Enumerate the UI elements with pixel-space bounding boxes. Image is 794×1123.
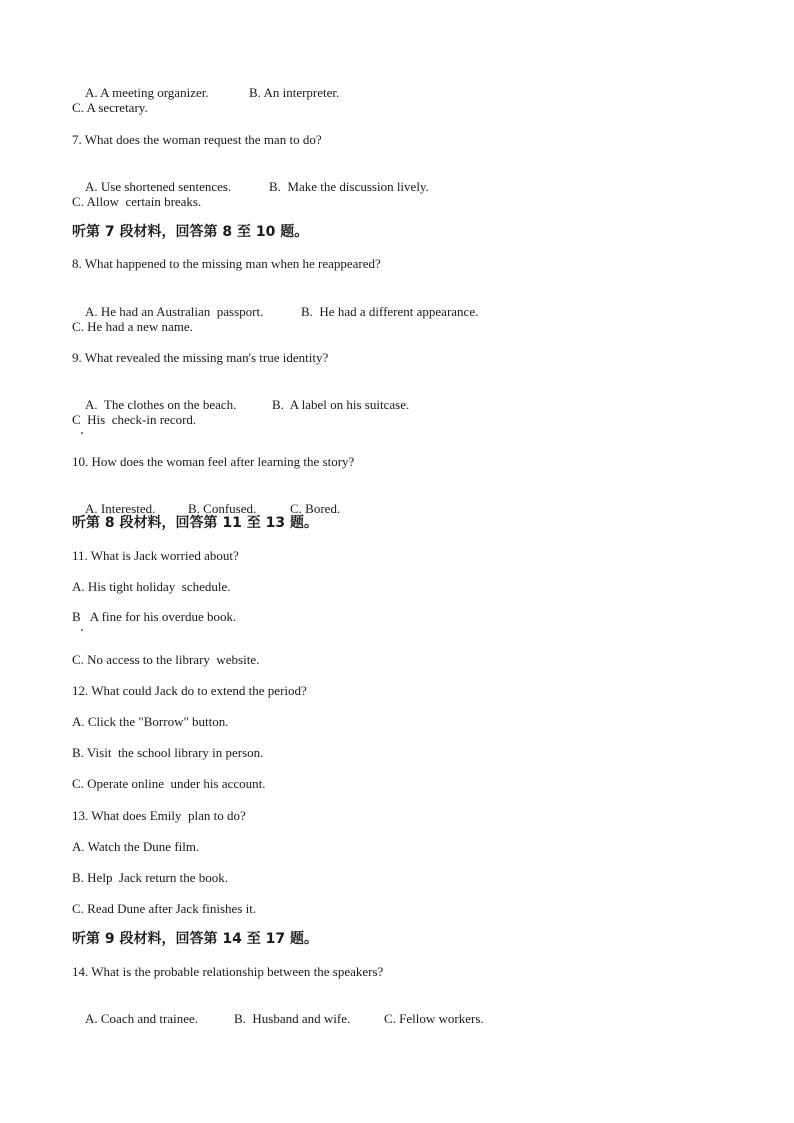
q9-question: 9. What revealed the missing man's true identity? — [72, 350, 329, 365]
q12-question: 12. What could Jack do to extend the period? — [72, 683, 307, 698]
q9-option-a: A. The clothes on the beach. — [85, 397, 237, 412]
q14-option-c: C. Fellow workers. — [384, 1011, 484, 1026]
q14-option-b: B. Husband and wife. — [234, 1011, 351, 1026]
q11-option-b: B A fine for his overdue book. — [72, 609, 237, 624]
q12-option-b: B. Visit the school library in person. — [72, 745, 264, 760]
stray-dot-mark — [81, 629, 83, 631]
q14-options-row — [72, 995, 484, 1043]
q8-option-b: B. He had a different appearance. — [301, 304, 479, 319]
q10-option-b: B. Confused. — [188, 501, 257, 516]
q7-option-c: C. Allow certain breaks. — [72, 194, 202, 209]
q10-question: 10. How does the woman feel after learning the story? — [72, 454, 355, 469]
q11-question: 11. What is Jack worried about? — [72, 548, 239, 563]
q10-option-a: A. Interested. — [85, 501, 156, 516]
q9-option-c: C His check-in record. — [72, 412, 197, 427]
q8-option-a: A. He had an Australian passport. — [85, 304, 264, 319]
q10-option-c: C. Bored. — [290, 501, 341, 516]
q13-option-a: A. Watch the Dune film. — [72, 839, 200, 854]
q14-question: 14. What is the probable relationship between the speakers? — [72, 964, 384, 979]
q7-option-a: A. Use shortened sentences. — [85, 179, 232, 194]
q12-option-a: A. Click the "Borrow" button. — [72, 714, 229, 729]
q13-question: 13. What does Emily plan to do? — [72, 808, 246, 823]
q6-option-c: C. A secretary. — [72, 100, 148, 115]
q12-option-c: C. Operate online under his account. — [72, 776, 266, 791]
q13-option-b: B. Help Jack return the book. — [72, 870, 228, 885]
q9-option-b: B. A label on his suitcase. — [272, 397, 410, 412]
q8-option-c: C. He had a new name. — [72, 319, 193, 334]
q6-option-a: A. A meeting organizer. — [85, 85, 209, 100]
q7-option-b: B. Make the discussion lively. — [269, 179, 429, 194]
q6-option-b: B. An interpreter. — [249, 85, 340, 100]
q8-question: 8. What happened to the missing man when he reappeared? — [72, 256, 381, 271]
section-heading-8: 听第 8 段材料，回答第 11 至 13 题。 — [72, 515, 318, 531]
q14-option-a: A. Coach and trainee. — [85, 1011, 198, 1026]
section-heading-9: 听第 9 段材料，回答第 14 至 17 题。 — [72, 931, 318, 947]
section-heading-7: 听第 7 段材料，回答第 8 至 10 题。 — [72, 224, 309, 240]
q11-option-c: C. No access to the library website. — [72, 652, 260, 667]
q7-question: 7. What does the woman request the man to do? — [72, 132, 322, 147]
q11-option-a: A. His tight holiday schedule. — [72, 579, 231, 594]
stray-dot-mark — [81, 432, 83, 434]
q13-option-c: C. Read Dune after Jack finishes it. — [72, 901, 257, 916]
